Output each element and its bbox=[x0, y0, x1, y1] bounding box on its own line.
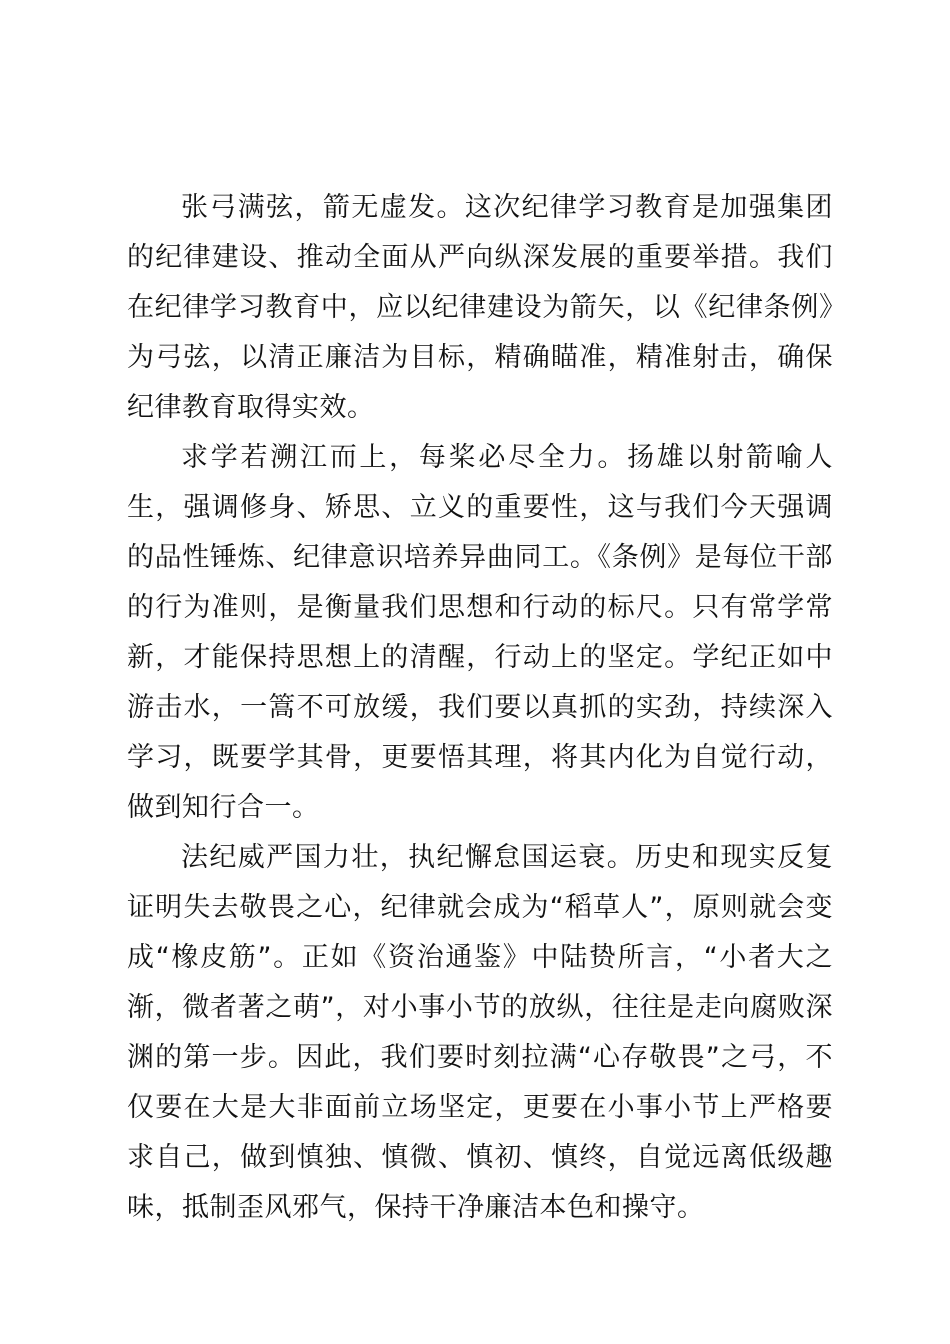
document-body bbox=[127, 183, 833, 1233]
paragraph-3: 法纪威严国力壮，执纪懈怠国运衰。历史和现实反复证明失去敬畏之心，纪律就会成为“稻草人”，原则就会变成“橡皮筋”。正如《资治通鉴》中陆贽所言，“小者大之渐，微者著之萌”，对小事小节的放纵，往往是走向腐败深渊的第一步。因此，我们要时刻拉满“心存敬畏”之弓，不仅要在大是大非面前立场坚定，更要在小事小节上严格要求自己，做到慎独、慎微、慎初、慎终，自觉远离低级趣味，抵制歪风邪气，保持干净廉洁本色和操守。 bbox=[127, 842, 833, 1223]
paragraph-1: 张弓满弦，箭无虚发。这次纪律学习教育是加强集团的纪律建设、推动全面从严向纵深发展的重要举措。我们在纪律学习教育中，应以纪律建设为箭矢，以《纪律条例》为弓弦，以清正廉洁为目标，精确瞄准，精准射击，确保纪律教育取得实效。 bbox=[127, 192, 833, 423]
paragraph-2: 求学若溯江而上，每桨必尽全力。扬雄以射箭喻人生，强调修身、矫思、立义的重要性，这与我们今天强调的品性锤炼、纪律意识培养异曲同工。《条例》是每位干部的行为准则，是衡量我们思想和行动的标尺。只有常学常新，才能保持思想上的清醒，行动上的坚定。学纪正如中游击水，一篙不可放缓，我们要以真抓的实劲，持续深入学习，既要学其骨，更要悟其理，将其内化为自觉行动，做到知行合一。 bbox=[127, 442, 833, 823]
